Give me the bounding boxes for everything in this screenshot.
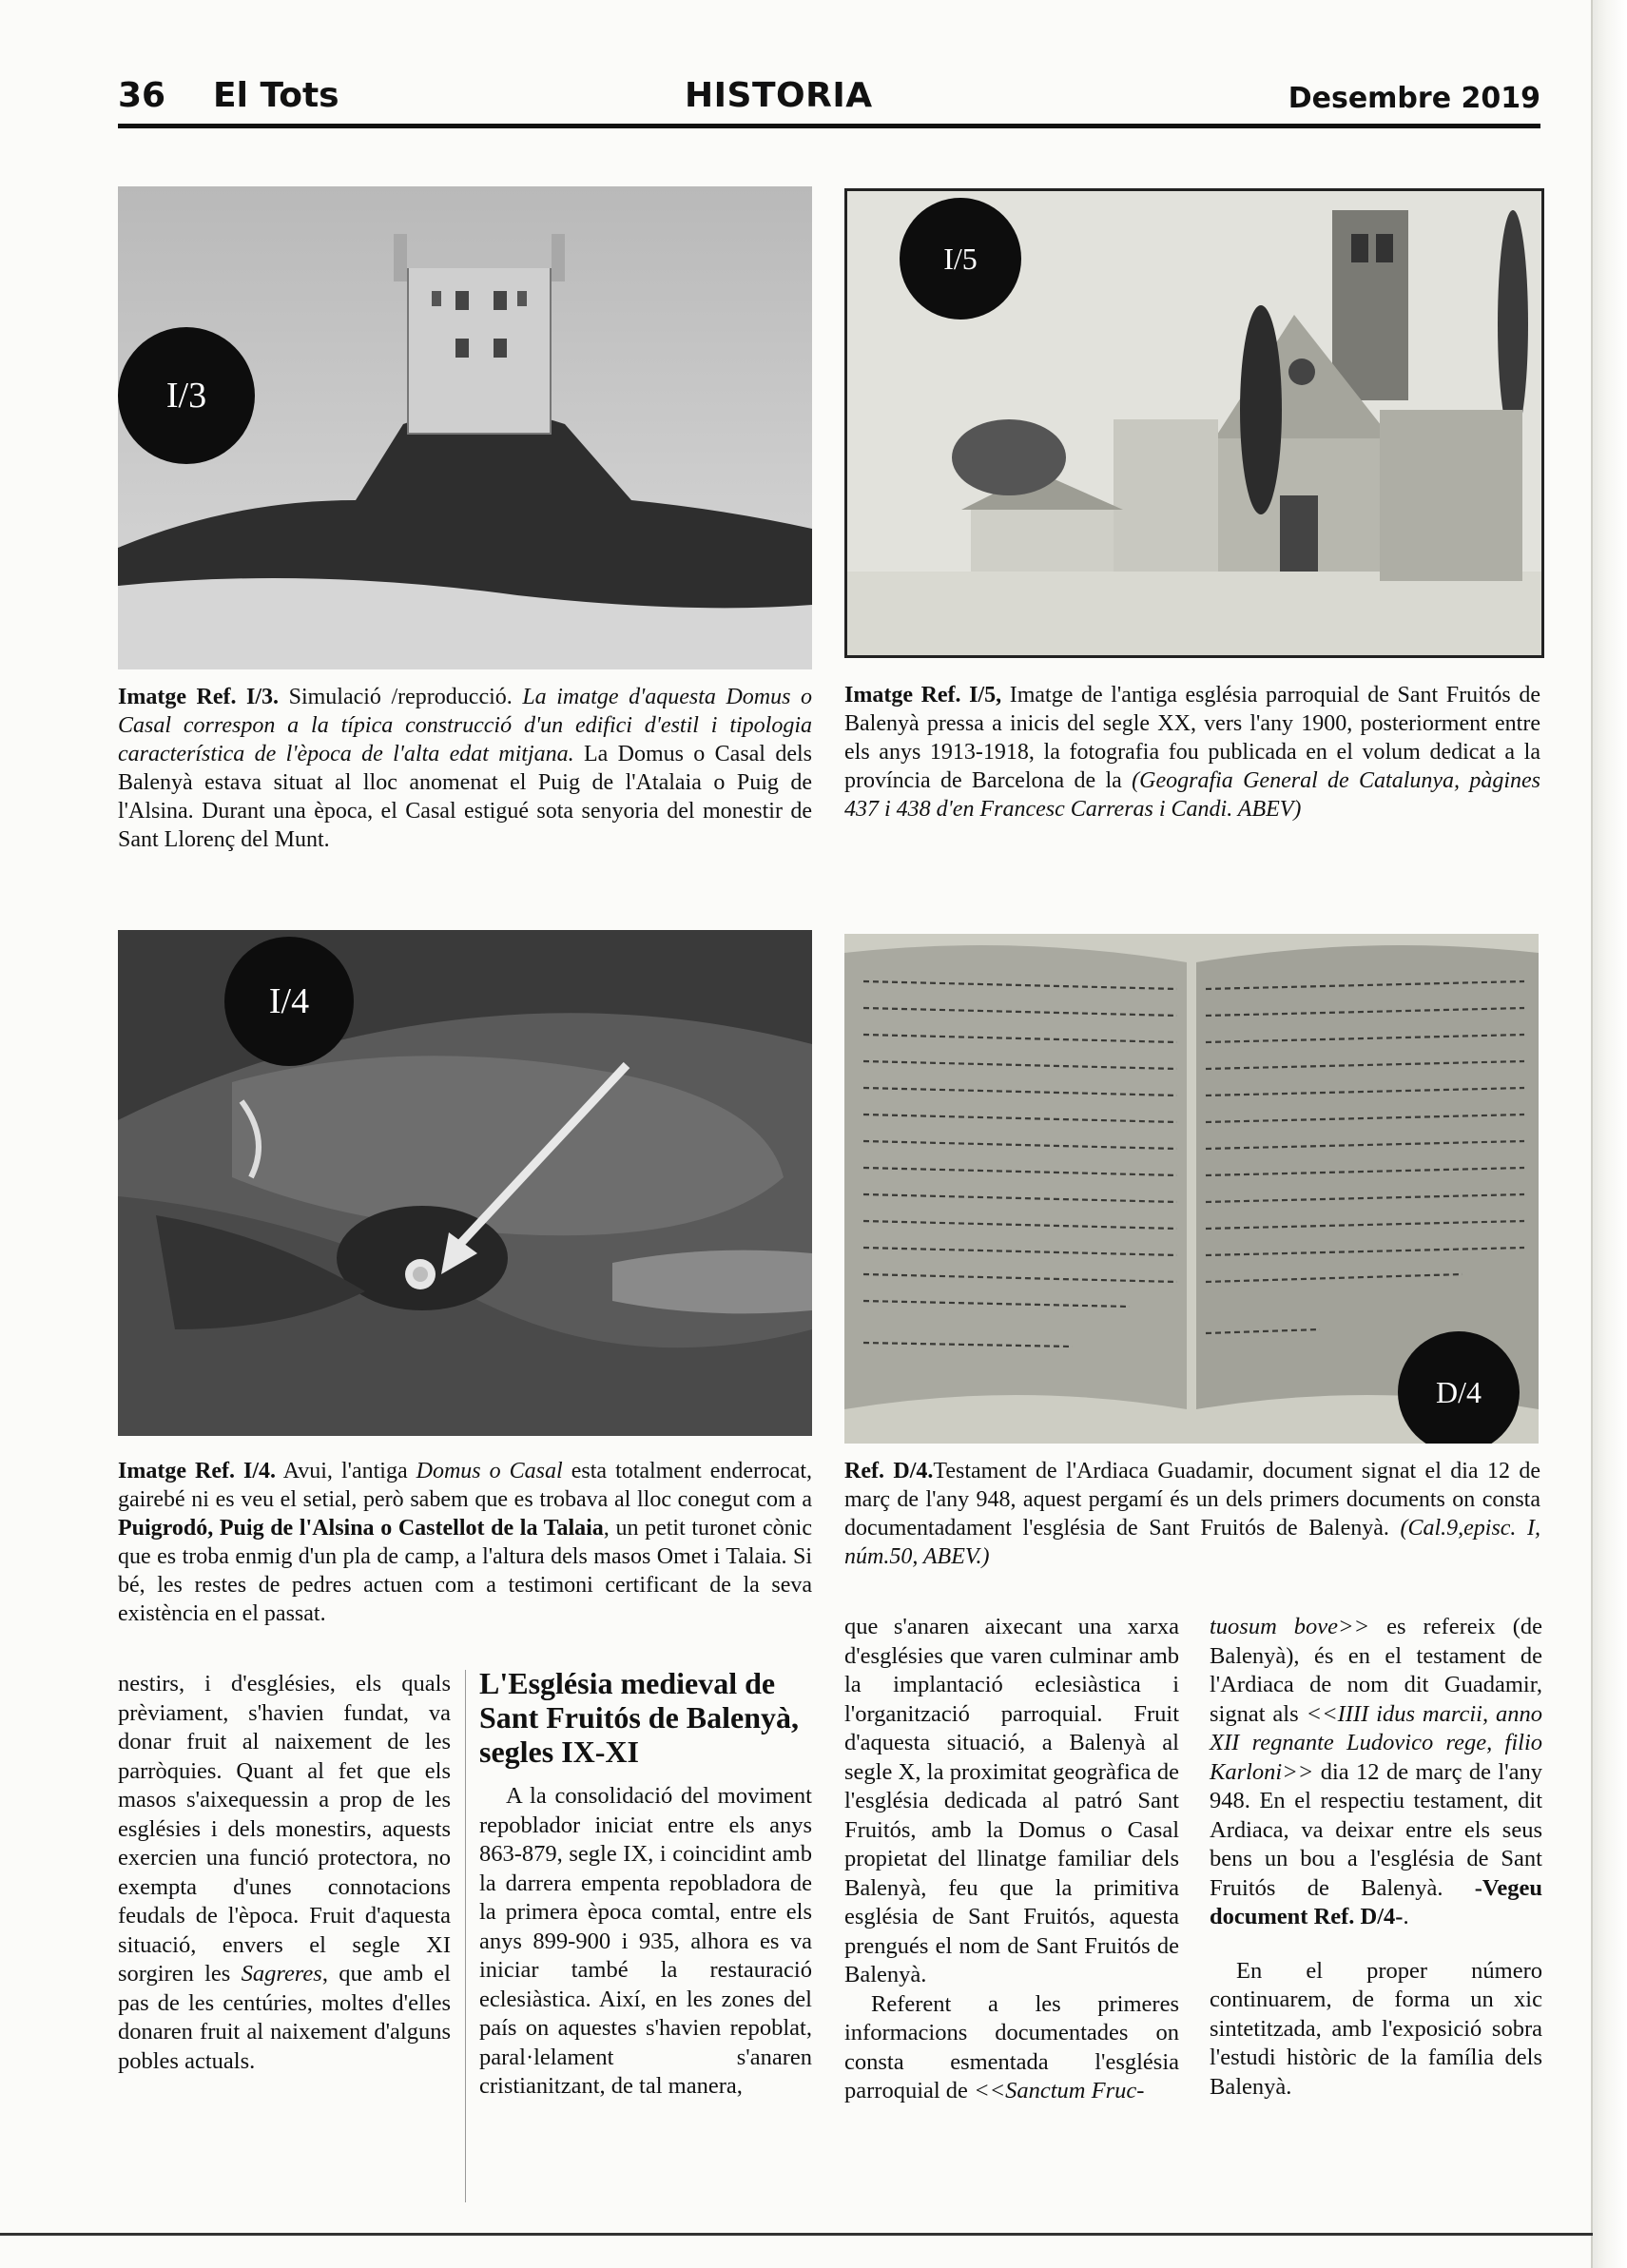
image-badge-i4: I/4 bbox=[224, 937, 354, 1066]
article-column-1: nestirs, i d'esglésies, els quals prèviament, s'havien fundat, va donar fruit al naixement de les parròquies. Quant al fet que els masos s'aixequessin a prop de les esglésies i dels monestirs, aquests exercien una funció protectora, no exempta d'unes connotacions feudals de l'època. Fruit d'aquesta situació, envers el segle XI sorgiren les Sagreres, que amb el pas de les centúries, moltes d'elles donaren fruit al naixement d'alguns pobles actuals. bbox=[118, 1671, 451, 2074]
article-column-3: que s'anaren aixecant una xarxa d'esglésies que varen culminar amb la implantació eclesiàstica i l'organització parroquial. Fruit d'aquesta situació, a Balenyà al segle X, la proximitat geogràfica de l'església dedicada al patró Sant Fruitós, amb la Domus o Casal propietat del llinatge familiar dels Balenyà, feu que la primitiva església de Sant Fruitós, aquesta prengués el nom de Sant Fruitós de Balenyà. Referent a les primeres informacions documentades on consta esmentada l'església parroquial de <<Sanctum Fruc- bbox=[844, 1614, 1179, 2103]
photo-parchment-testament bbox=[844, 934, 1539, 1444]
caption-d4: Ref. D/4.Testament de l'Ardiaca Guadamir, document signat el dia 12 de març de l'any 948, aquest pergamí és un dels primers documents on consta documentadament l'església de Sant Fruitós de Balenyà. (Cal.9,episc. I, núm.50, ABEV.) bbox=[844, 1459, 1540, 1569]
page-header bbox=[118, 68, 1540, 126]
column-rule bbox=[465, 1670, 466, 2202]
caption-i4: Imatge Ref. I/4. Avui, l'antiga Domus o Casal esta totalment enderrocat, gairebé ni es veu el setial, però sabem que es trobava al lloc conegut com a Puigrodó, Puig de l'Alsina o Castellot de la Talaia, un petit turonet cònic que es troba enmig d'un pla de camp, a l'altura dels masos Omet i Talaia. Si bé, les restes de pedres actuen com a testimoni certificant de la seva existència en el passat. bbox=[118, 1459, 812, 1626]
caption-i3: Imatge Ref. I/3. Simulació /reproducció. La imatge d'aquesta Domus o Casal correspon a la típica construcció d'un edifici d'estil i tipologia característica de l'època de l'alta edat mitjana. La Domus o Casal dels Balenyà estava situat al lloc anomenat el Puig de l'Atalaia o Puig de l'Alsina. Durant una època, el Casal estigué sota senyoria del monestir de Sant Llorenç del Munt. bbox=[118, 685, 812, 852]
issue-date: Desembre 2019 bbox=[1288, 82, 1540, 115]
caption-i3-ref: Imatge Ref. I/3. bbox=[118, 685, 280, 709]
section-title: HISTORIA bbox=[685, 76, 873, 115]
photo-aerial-puigrodo bbox=[118, 930, 812, 1436]
article-heading: L'Església medieval de Sant Fruitós de Balenyà, segles IX-XI bbox=[479, 1666, 800, 1769]
article-column-4: tuosum bove>> es refereix (de Balenyà), és en el testament de l'Ardiaca de nom dit Guadamir, signat als <<IIII idus marcii, anno XII regnante Ludovico rege, filio Karloni>> dia 12 de març de l'any 948. En el respectiu testament, dit Ardiaca, va deixar entre els seus bens un bou a l'església de Sant Fruitós de Balenyà. -Vegeu document Ref. D/4-. En el proper número continuarem, de forma un xic sintetitzada, amb l'exposició sobra l'estudi històric de la família dels Balenyà. bbox=[1210, 1614, 1542, 2100]
caption-i4-ref: Imatge Ref. I/4. bbox=[118, 1459, 277, 1483]
publication-name: El Tots bbox=[213, 76, 339, 115]
image-badge-i3: I/3 bbox=[118, 327, 255, 464]
page-edge bbox=[1591, 0, 1627, 2268]
caption-i5-ref: Imatge Ref. I/5, bbox=[844, 683, 1002, 708]
image-badge-i5: I/5 bbox=[900, 198, 1021, 320]
photo-castle-simulation bbox=[118, 186, 812, 669]
caption-d4-ref: Ref. D/4. bbox=[844, 1459, 934, 1483]
caption-i5: Imatge Ref. I/5, Imatge de l'antiga església parroquial de Sant Fruitós de Balenyà pressa a inicis del segle XX, vers l'any 1900, posteriorment entre els anys 1913-1918, la fotografia fou publicada en el volum dedicat a la província de Barcelona de la (Geografia General de Catalunya, pàgines 437 i 438 d'en Francesc Carreras i Candi. ABEV) bbox=[844, 683, 1540, 822]
image-badge-d4: D/4 bbox=[1398, 1331, 1520, 1444]
page-bottom-rule bbox=[0, 2233, 1593, 2236]
article-column-2: L'Església medieval de Sant Fruitós de Balenyà, segles IX-XI A la consolidació del moviment repoblador iniciat entre els anys 863-879, segle IX, i coincidint amb la darrera empenta repobladora de la primera època comtal, entre els anys 899-900 i 935, alhora es va iniciar també la restauració eclesiàstica. Així, en les zones del país on aquestes s'havien repoblat, paral·lelament s'anaren cristianitzant, de tal manera, bbox=[479, 1666, 812, 2099]
photo-church-1900 bbox=[844, 188, 1544, 658]
header-rule bbox=[118, 124, 1540, 128]
page-number: 36 bbox=[118, 76, 166, 115]
